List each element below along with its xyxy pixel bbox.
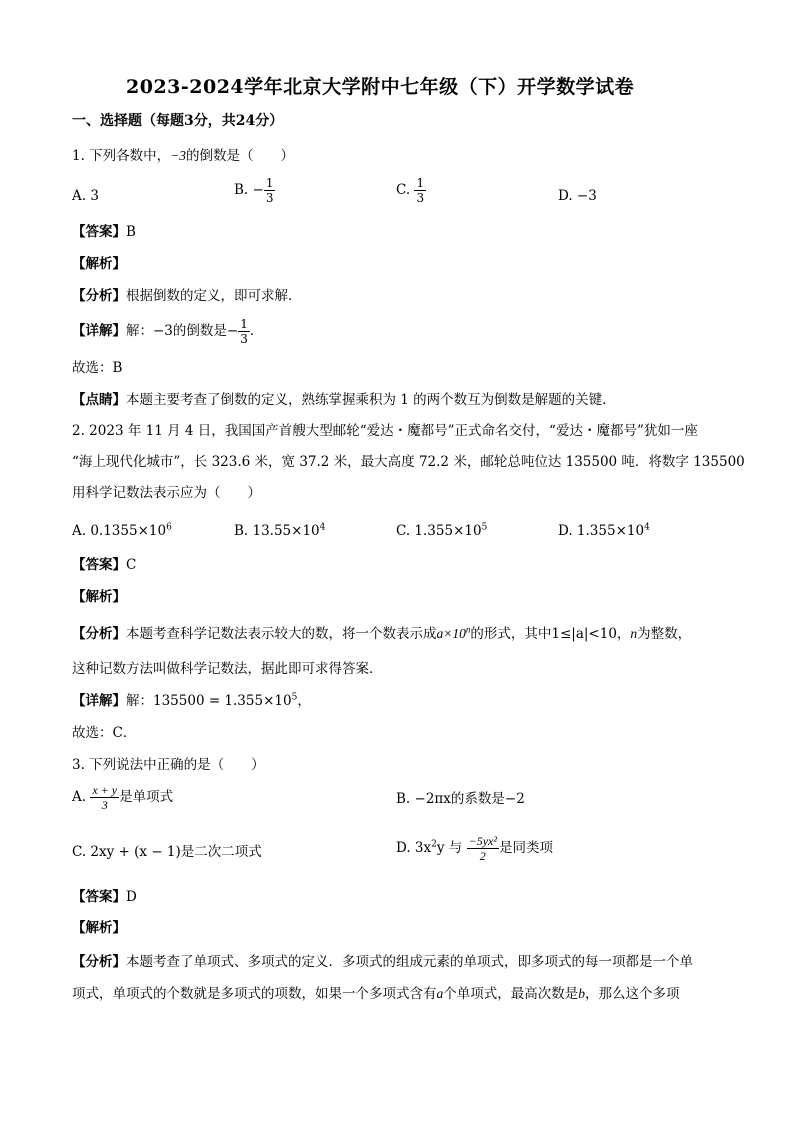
var-a: a (436, 986, 444, 1001)
opt-exp: 4 (644, 522, 650, 533)
frac-num: 1 (265, 176, 274, 190)
fenxi-tag: 【分析】 (72, 626, 126, 642)
frac-num: x + y (92, 783, 118, 797)
q1-optb-label: B. (234, 182, 249, 198)
q2-analysis-tag: 【解析】 (72, 589, 126, 605)
q2-fenxi-line-1 (72, 624, 691, 644)
opt-exp: 5 (481, 522, 488, 533)
fenxi-text: 本题考查了单项式、多项式的定义．多项式的组成元素的单项式，即多项式的每一项都是一个单 (126, 954, 693, 970)
q1-fenxi (72, 286, 302, 306)
q3-opta-fraction (90, 783, 119, 812)
q1-detail (72, 317, 263, 346)
fenxi-text: 本题考查科学记数法表示较大的数，将一个数表示成 (126, 626, 437, 642)
answer-value: B (126, 224, 136, 240)
q3-option-b: B. −2πx的系数是−2 (396, 791, 525, 807)
page-title: 2023-2024学年北京大学附中七年级（下）开学数学试卷 (126, 76, 635, 98)
detail-end: ． (249, 323, 264, 339)
section-heading: 一、选择题（每题3分，共24分） (72, 113, 284, 129)
opt-exp: 4 (319, 522, 326, 533)
q2-line-3: 用科学记数法表示应为（ ） (72, 485, 261, 501)
q2-fenxi-line-2: 这种记数方法叫做科学记数法，据此即可求得答案． (72, 661, 383, 677)
q3-fenxi-line-1 (72, 952, 693, 972)
opt-label: D. 3x (396, 840, 432, 856)
detail-exp: 5 (291, 692, 298, 703)
condition: 1≤|a|<10 (551, 626, 617, 642)
q1-answer (72, 222, 136, 242)
q3-answer (72, 887, 137, 907)
q2-answer (72, 555, 136, 575)
opt-text: B. 13.55×10 (234, 523, 320, 539)
q2-option-c (396, 521, 487, 541)
q1-dianjing (72, 390, 616, 410)
dianjing-tag: 【点睛】 (72, 392, 126, 408)
question-1-stem (72, 146, 294, 166)
detail-tag: 【详解】 (72, 693, 126, 709)
answer-tag: 【答案】 (72, 889, 126, 905)
fenxi-text: 为整数， (637, 626, 692, 642)
frac-den: 3 (416, 191, 425, 205)
q2-option-a (72, 521, 172, 541)
q1-stem-end: 的倒数是（ ） (186, 148, 295, 164)
formula: a×10 (436, 626, 466, 641)
detail-text: 解：−3的倒数是− (126, 323, 239, 339)
q1-stem-text: 1. 下列各数中， (72, 148, 171, 164)
answer-value: C (126, 557, 137, 573)
answer-value: D (126, 889, 137, 905)
opt-exp: 2 (431, 839, 437, 850)
q3-fenxi-line-2 (72, 984, 680, 1004)
opt-tail: 是同类项 (498, 840, 553, 856)
frac-den: 3 (90, 797, 119, 812)
frac-den: 3 (240, 332, 248, 346)
fenxi-text: 项式，单项式的个数就是多项式的项数，如果一个多项式含有 (72, 986, 437, 1002)
q3-analysis-tag: 【解析】 (72, 920, 126, 936)
q2-line-2: “海上现代化城市”，长 323.6 米，宽 37.2 米，最大高度 72.2 米，邮轮总吨位达 135500 吨．将数字 135500 (72, 454, 745, 470)
frac-den: 2 (467, 848, 499, 863)
opt-text: C. 1.355×10 (396, 523, 482, 539)
var-b: b (578, 986, 585, 1001)
q2-line-1: 2. 2023 年 11 月 4 日，我国国产首艘大型邮轮“爱达・魔都号”正式命名交付，“爱达・魔都号”犹如一座 (72, 423, 698, 439)
detail-text: 解：135500 = 1.355×10 (126, 693, 292, 709)
detail-end: ， (297, 693, 311, 709)
opt-exp: 6 (166, 522, 172, 533)
fenxi-tag: 【分析】 (72, 954, 126, 970)
q3-stem: 3. 下列说法中正确的是（ ） (72, 757, 265, 773)
opt-label: A. (72, 789, 87, 805)
var-n: n (630, 626, 638, 641)
q1-optc-label: C. (396, 182, 411, 198)
frac-num: 1 (240, 317, 248, 331)
q1-choose: 故选：B (72, 360, 123, 376)
q1-option-c (396, 176, 426, 205)
fenxi-tag: 【分析】 (72, 288, 126, 304)
formula-exp: n (465, 624, 471, 635)
opt-mid: y 与 (436, 840, 463, 856)
fenxi-text: 的形式，其中 (470, 626, 552, 642)
q1-analysis-tag: 【解析】 (72, 256, 126, 272)
q2-detail (72, 691, 311, 711)
dianjing-text: 本题主要考查了倒数的定义，熟练掌握乘积为 1 的两个数互为倒数是解题的关键． (126, 392, 616, 408)
q1-optb-sign: − (252, 182, 264, 198)
q1-option-d: D. −3 (558, 188, 597, 204)
fenxi-text: ，那么这个多项 (585, 986, 680, 1002)
frac-num: 1 (416, 176, 425, 190)
q1-optc-fraction (414, 176, 426, 205)
q2-option-b (234, 521, 325, 541)
frac-num: −5yx² (468, 834, 497, 848)
q1-neg3: −3 (170, 148, 187, 163)
q1-detail-fraction (238, 317, 250, 346)
opt-tail: 是单项式 (119, 789, 174, 805)
q2-option-d (558, 521, 650, 541)
frac-den: 3 (265, 191, 274, 205)
q3-option-a (72, 783, 173, 812)
opt-text: A. 0.1355×10 (72, 523, 167, 539)
q1-option-b (234, 176, 275, 205)
q3-optd-fraction (467, 834, 499, 863)
q3-option-d (396, 834, 553, 863)
q3-option-c: C. 2xy + (x − 1)是二次二项式 (72, 844, 262, 860)
fenxi-text: 根据倒数的定义，即可求解． (126, 288, 302, 304)
fenxi-text: 个单项式，最高次数是 (443, 986, 579, 1002)
q1-option-a: A. 3 (72, 188, 99, 204)
answer-tag: 【答案】 (72, 557, 126, 573)
detail-tag: 【详解】 (72, 323, 126, 339)
answer-tag: 【答案】 (72, 224, 126, 240)
q1-optb-fraction (264, 176, 276, 205)
fenxi-text: ， (616, 626, 631, 642)
q2-choose: 故选：C． (72, 725, 137, 741)
opt-text: D. 1.355×10 (558, 523, 645, 539)
